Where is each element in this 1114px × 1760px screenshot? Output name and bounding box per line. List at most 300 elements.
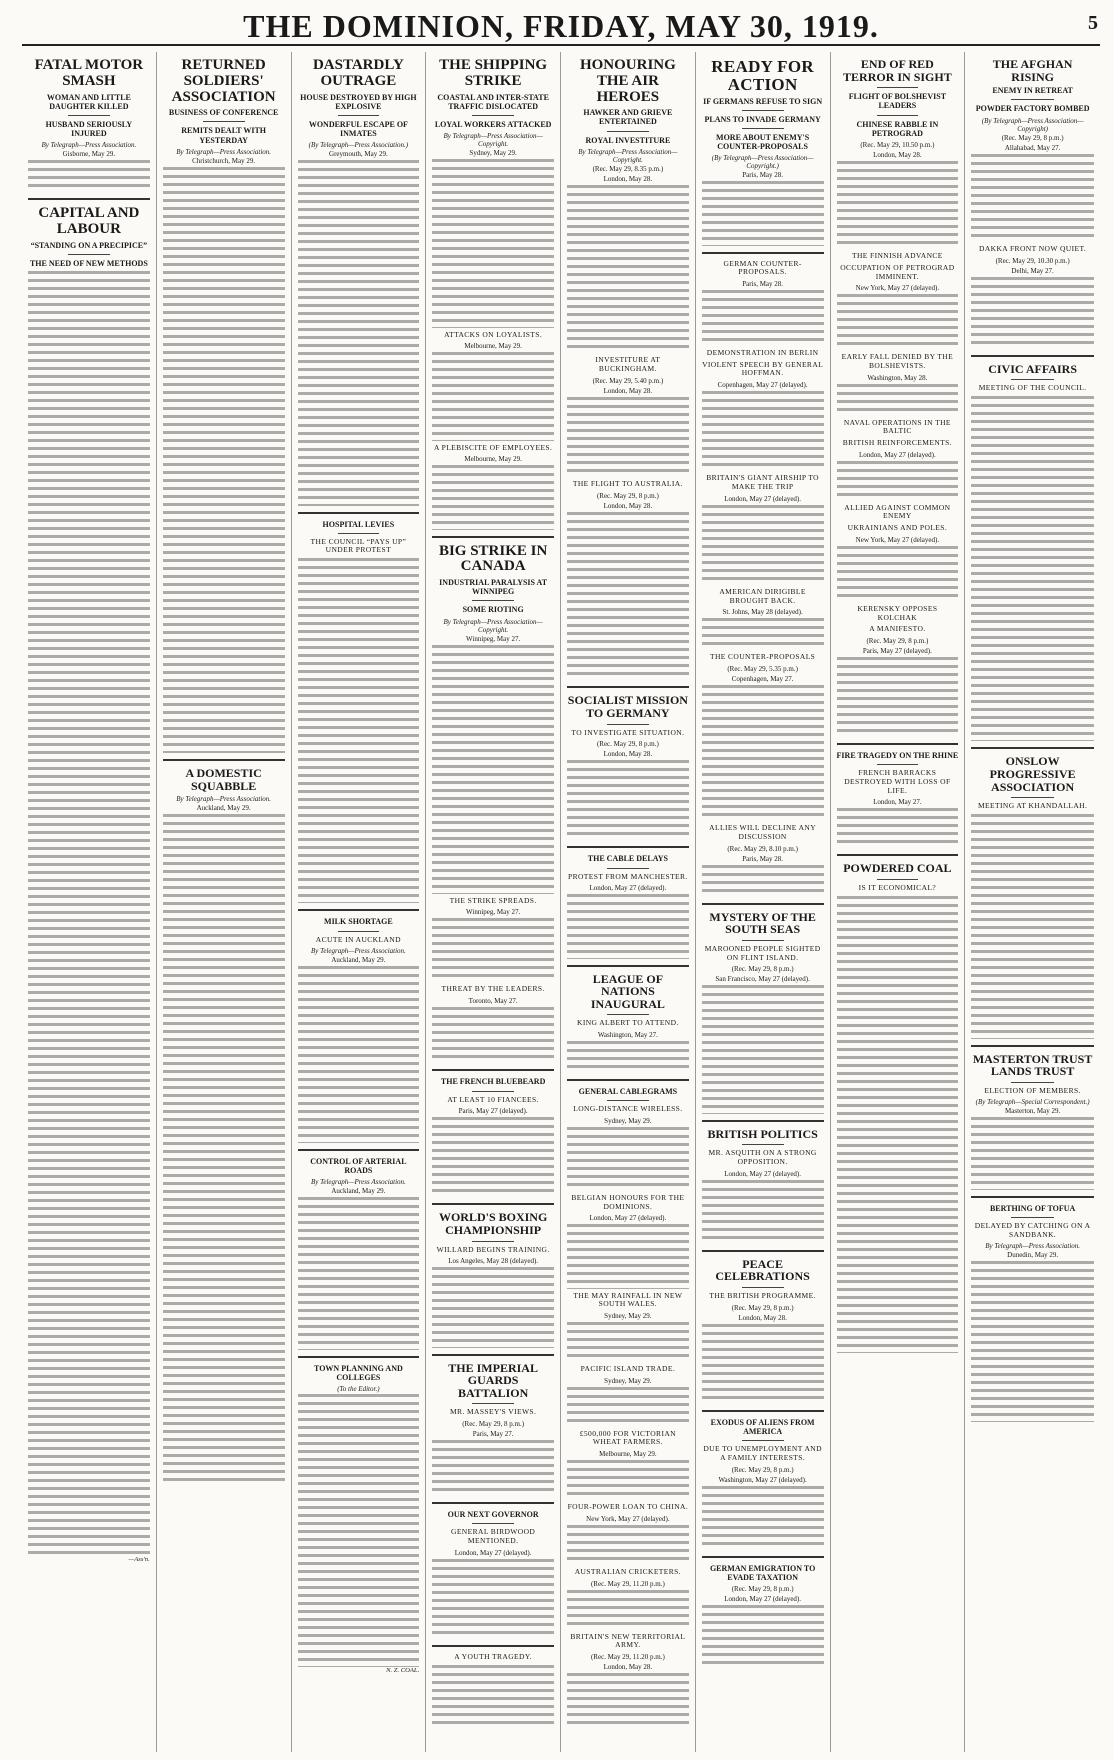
article-body (432, 1440, 554, 1496)
section-divider (298, 1149, 420, 1151)
headline: PEACE CELEBRATIONS (715, 1256, 810, 1284)
subheadline: FLIGHT OF BOLSHEVIST LEADERS (848, 92, 947, 111)
subheadline: ENEMY IN RETREAT (992, 86, 1073, 96)
subheadline: THE FRENCH BLUEBEARD (440, 1077, 546, 1087)
subheadline: HUSBAND SERIOUSLY INJURED (45, 119, 133, 139)
dateline: (Rec. May 29, 8 p.m.) (462, 1419, 525, 1428)
section-divider (702, 252, 824, 254)
article-body (298, 160, 420, 505)
article-body (702, 1324, 824, 1404)
dateline: Paris, May 27 (delayed). (458, 1107, 528, 1116)
section-heading: DAKKA FRONT NOW QUIET. (979, 243, 1087, 253)
dateline: Melbourne, May 29. (464, 455, 522, 464)
article-body (432, 1665, 554, 1729)
section-divider (432, 1645, 554, 1647)
divider (607, 1100, 649, 1101)
dateline: Gisborne, May 29. (62, 150, 116, 159)
byline: By Telegraph—Press Association—Copyright. (443, 132, 543, 149)
dateline: (Rec. May 29, 5.40 p.m.) (592, 376, 664, 385)
section-heading: FRENCH BARRACKS DESTROYED WITH LOSS OF LIFE. (844, 768, 951, 795)
dateline: (Rec. May 29, 8 p.m.) (1001, 133, 1064, 142)
dateline: Washington, May 27 (delayed). (718, 1475, 807, 1484)
divider (68, 254, 110, 255)
dateline: Toronto, May 27. (468, 997, 518, 1006)
dateline: (Rec. May 29, 8 p.m.) (596, 491, 659, 500)
headline: END OF RED TERROR IN SIGHT (843, 57, 952, 84)
section-heading: KERENSKY OPPOSES KOLCHAK (857, 603, 938, 622)
byline: By Telegraph—Press Association. (41, 141, 137, 150)
headline: READY FOR ACTION (711, 57, 814, 94)
byline: (To the Editor.) (337, 1385, 380, 1394)
divider (877, 879, 919, 880)
subheadline: PLANS TO INVADE GERMANY (704, 114, 821, 124)
dateline: New York, May 27 (delayed). (855, 284, 940, 293)
article-body (971, 277, 1094, 349)
subheadline: POWDER FACTORY BOMBED (975, 104, 1090, 114)
dateline: London, May 27 (delayed). (724, 1595, 802, 1604)
section-heading: DELAYED BY CATCHING ON A SANDBANK. (974, 1220, 1091, 1239)
article-body (432, 1007, 554, 1063)
dateline: Paris, May 28. (742, 171, 784, 180)
section-heading: GENERAL BIRDWOOD MENTIONED. (451, 1527, 536, 1545)
column-7 (831, 52, 966, 1752)
dateline: (Rec. May 29, 8.35 p.m.) (592, 164, 664, 173)
dateline: London, May 27 (delayed). (589, 884, 667, 893)
section-heading: EARLY FALL DENIED BY THE BOLSHEVISTS. (841, 352, 954, 370)
section-heading: PROTEST FROM MANCHESTER. (568, 871, 688, 881)
subheadline: TOWN PLANNING AND COLLEGES (314, 1363, 403, 1383)
subheadline: COASTAL AND INTER-STATE TRAFFIC DISLOCATED (437, 92, 549, 111)
section-divider (432, 1354, 554, 1356)
dateline: Auckland, May 29. (331, 956, 386, 965)
article-body (702, 1180, 824, 1244)
article-body (567, 1525, 689, 1565)
headline: RETURNED SOLDIERS' ASSOCIATION (171, 57, 276, 105)
dateline: Greymouth, May 29. (329, 150, 388, 159)
section-divider (163, 759, 285, 761)
dateline: London, May 27 (delayed). (858, 450, 936, 459)
subheadline: MILK SHORTAGE (324, 917, 393, 927)
article-body (971, 396, 1094, 741)
byline: By Telegraph—Press Association. (985, 1242, 1081, 1251)
dateline: (Rec. May 29, 8.10 p.m.) (727, 844, 798, 853)
byline: (By Telegraph—Press Association.) (308, 141, 409, 150)
section-divider (28, 198, 150, 200)
section-heading: UKRAINIANS AND POLES. (847, 523, 948, 533)
byline: By Telegraph—Press Association. (176, 147, 272, 156)
article-body (298, 966, 420, 1143)
dateline: London, May 28. (603, 1663, 653, 1671)
headline: CAPITAL AND LABOUR (38, 205, 140, 238)
section-heading: AUSTRALIAN CRICKETERS. (574, 1566, 682, 1576)
section-divider (298, 909, 420, 911)
section-heading: ALLIED AGAINST COMMON ENEMY (844, 502, 951, 521)
subheadline: LOYAL WORKERS ATTACKED (434, 119, 552, 129)
section-heading: IS IT ECONOMICAL? (858, 882, 937, 892)
article-body (432, 1117, 554, 1197)
section-heading: OCCUPATION OF PETROGRAD IMMINENT. (840, 262, 955, 281)
section-heading: FOUR-POWER LOAN TO CHINA. (567, 1502, 689, 1512)
byline: (By Telegraph—Press Association—Copyright) (981, 116, 1084, 133)
dateline: (Rec. May 29, 11.20 p.m.) (590, 1579, 665, 1588)
section-heading: BELGIAN HONOURS FOR THE DOMINIONS. (571, 1193, 685, 1211)
section-divider (432, 1069, 554, 1071)
divider (742, 1144, 784, 1145)
divider (742, 940, 784, 941)
dateline: Winnipeg, May 27. (466, 908, 521, 917)
newspaper-title: THE DOMINION, FRIDAY, MAY 30, 1919. (243, 8, 879, 44)
article-body (567, 1460, 689, 1500)
dateline: Los Angeles, May 28 (delayed). (448, 1257, 539, 1266)
dateline: Sydney, May 29. (469, 149, 517, 158)
article-body (567, 397, 689, 477)
byline: By Telegraph—Press Association—Copyright. (443, 617, 543, 634)
divider (203, 121, 245, 122)
section-heading: INVESTITURE AT BUCKINGHAM. (595, 355, 661, 374)
subheadline: HAWKER AND GRIEVE ENTERTAINED (583, 108, 673, 127)
headline: ONSLOW PROGRESSIVE ASSOCIATION (989, 754, 1076, 794)
column-2 (157, 52, 292, 1752)
dateline: London, May 28. (603, 501, 653, 510)
section-divider (702, 903, 824, 905)
divider (472, 115, 514, 116)
article-body (298, 558, 420, 903)
article-body (837, 161, 959, 249)
section-heading: MR. MASSEY'S VIEWS. (449, 1407, 537, 1417)
section-divider (298, 1356, 420, 1358)
dateline: Auckland, May 29. (331, 1187, 386, 1196)
divider (607, 868, 649, 869)
dateline: Sydney, May 29. (604, 1376, 652, 1385)
section-divider (971, 747, 1094, 749)
section-heading: AT LEAST 10 FIANCEES. (447, 1094, 539, 1104)
dateline: (Rec. May 29, 5.35 p.m.) (727, 664, 798, 673)
article-body (432, 1267, 554, 1347)
article-body (567, 1041, 689, 1073)
headline: BRITISH POLITICS (707, 1126, 818, 1141)
headline: LEAGUE OF NATIONS INAUGURAL (590, 971, 665, 1011)
section-divider (837, 743, 959, 745)
subheadline: HOSPITAL LEVIES (322, 519, 395, 529)
divider (1011, 379, 1054, 380)
subheadline: HOUSE DESTROYED BY HIGH EXPLOSIVE (300, 92, 417, 111)
dateline: Winnipeg, May 27. (466, 634, 521, 643)
dateline: London, May 27 (delayed). (724, 1169, 802, 1178)
article-body (432, 159, 554, 328)
byline: By Telegraph—Press Association. (176, 795, 272, 804)
article-body (567, 1127, 689, 1191)
headline: MYSTERY OF THE SOUTH SEAS (709, 909, 816, 937)
section-heading: TO INVESTIGATE SITUATION. (571, 727, 685, 737)
article-body (567, 1387, 689, 1427)
dateline: London, May 27 (delayed). (454, 1548, 532, 1557)
divider (742, 1287, 784, 1288)
section-divider (432, 1502, 554, 1504)
article-body (28, 160, 150, 192)
divider (742, 128, 784, 129)
dateline: (Rec. May 29, 8 p.m.) (731, 1303, 794, 1312)
subheadline: BERTHING OF TOFUA (989, 1203, 1076, 1213)
section-divider (702, 1120, 824, 1122)
section-heading: MEETING OF THE COUNCIL. (978, 383, 1087, 393)
article-body (567, 1590, 689, 1630)
article-body (837, 294, 959, 350)
dateline: Dunedin, May 29. (1007, 1251, 1059, 1260)
dateline: London, May 28. (738, 1313, 787, 1322)
dateline: (Rec. May 29, 8 p.m.) (731, 1465, 794, 1474)
article-body (567, 1322, 689, 1362)
section-heading: AMERICAN DIRIGIBLE BROUGHT BACK. (719, 586, 806, 605)
signature: —Ass'n. (128, 1556, 150, 1564)
section-divider (971, 355, 1094, 357)
article-body (837, 657, 959, 737)
column-3 (292, 52, 427, 1752)
byline: By Telegraph—Press Association—Copyright. (578, 147, 678, 164)
section-heading: MEETING AT KHANDALLAH. (977, 801, 1088, 811)
dateline: Sydney, May 29. (604, 1116, 652, 1125)
section-heading: ALLIES WILL DECLINE ANY DISCUSSION (709, 823, 817, 842)
article-body (163, 167, 285, 753)
dateline: Auckland, May 29. (196, 804, 251, 813)
headline: DASTARDLY OUTRAGE (312, 57, 404, 89)
article-body (298, 1197, 420, 1350)
article-body (28, 271, 150, 1556)
subheadline: CHINESE RABBLE IN PETROGRAD (856, 119, 939, 138)
section-heading: THE FLIGHT TO AUSTRALIA. (572, 479, 683, 489)
headline: THE IMPERIAL GUARDS BATTALION (448, 1360, 538, 1400)
article-body (971, 1261, 1094, 1422)
section-divider (702, 1250, 824, 1252)
article-body (702, 618, 824, 650)
section-divider (567, 965, 689, 967)
dateline: Washington, May 27. (597, 1030, 658, 1039)
article-body (702, 505, 824, 585)
article-body (567, 894, 689, 958)
headline: POWDERED COAL (843, 861, 952, 876)
news-columns (22, 52, 1100, 1752)
dateline: New York, May 27 (delayed). (586, 1514, 670, 1523)
divider (742, 1440, 784, 1441)
section-heading: LONG-DISTANCE WIRELESS. (573, 1104, 683, 1114)
dateline: (Rec. May 29, 8 p.m.) (596, 740, 659, 749)
article-body (837, 546, 959, 602)
subheadline: IF GERMANS REFUSE TO SIGN (703, 96, 823, 106)
divider (607, 724, 649, 725)
divider (1011, 1217, 1054, 1218)
dateline: Masterton, May 29. (1005, 1107, 1061, 1116)
section-divider (567, 1079, 689, 1081)
subheadline: WONDERFUL ESCAPE OF INMATES (308, 119, 408, 139)
headline: THE AFGHAN RISING (992, 57, 1073, 84)
column-1 (22, 52, 157, 1752)
divider (1011, 797, 1054, 798)
headline: WORLD'S BOXING CHAMPIONSHIP (438, 1210, 548, 1238)
dateline: Washington, May 28. (867, 373, 928, 382)
dateline: Sydney, May 29. (604, 1311, 652, 1320)
subheadline: SOME RIOTING (462, 605, 524, 615)
section-heading: MAROONED PEOPLE SIGHTED ON FLINT ISLAND. (704, 944, 821, 962)
divider (607, 131, 649, 132)
section-heading: BRITAIN'S GIANT AIRSHIP TO MAKE THE TRIP (706, 473, 819, 491)
page-number: 5 (1088, 12, 1098, 34)
section-divider (298, 512, 420, 514)
section-divider (567, 846, 689, 848)
article-body (702, 685, 824, 822)
section-heading: THE MAY RAINFALL IN NEW SOUTH WALES. (573, 1290, 683, 1309)
dateline: Copenhagen, May 27 (delayed). (717, 381, 808, 390)
headline: FATAL MOTOR SMASH (34, 57, 144, 89)
divider (877, 764, 919, 765)
dateline: Paris, May 28. (742, 279, 784, 288)
section-divider (702, 1410, 824, 1412)
signature: N. Z. COAL. (386, 1667, 420, 1675)
article-body (702, 181, 824, 245)
section-heading: THE COUNCIL “PAYS UP” UNDER PROTEST (310, 536, 407, 555)
headline: MASTERTON TRUST LANDS TRUST (972, 1051, 1093, 1079)
section-heading: ELECTION OF MEMBERS. (984, 1085, 1081, 1095)
section-heading: MR. ASQUITH ON A STRONG OPPOSITION. (708, 1148, 817, 1166)
section-heading: ATTACKS ON LOYALISTS. (444, 329, 543, 339)
dateline: Christchurch, May 29. (192, 156, 256, 165)
article-body (702, 290, 824, 346)
article-body (567, 185, 689, 354)
dateline: (Rec. May 29, 10.50 p.m.) (860, 140, 935, 149)
article-body (163, 814, 285, 1481)
section-divider (971, 1045, 1094, 1047)
subheadline: CONTROL OF ARTERIAL ROADS (310, 1156, 407, 1176)
article-body (702, 985, 824, 1114)
byline: (By Telegraph—Special Correspondent.) (975, 1098, 1090, 1107)
section-divider (971, 1196, 1094, 1198)
dateline: (Rec. May 29, 8 p.m.) (866, 636, 929, 645)
byline: By Telegraph—Press Association. (310, 947, 406, 956)
divider (472, 1403, 514, 1404)
section-divider (432, 1203, 554, 1205)
section-heading: PACIFIC ISLAND TRADE. (580, 1364, 676, 1373)
subheadline: WOMAN AND LITTLE DAUGHTER KILLED (46, 92, 131, 111)
section-heading: THE STRIKE SPREADS. (449, 895, 537, 905)
dateline: London, May 27 (delayed). (589, 1214, 667, 1223)
divider (472, 1091, 514, 1092)
section-heading: DUE TO UNEMPLOYMENT AND A FAMILY INTERESTS. (703, 1444, 822, 1462)
dateline: London, May 27. (873, 798, 922, 807)
dateline: Melbourne, May 29. (599, 1450, 657, 1459)
dateline: London, May 27 (delayed). (724, 494, 802, 503)
subheadline: OUR NEXT GOVERNOR (447, 1510, 539, 1520)
section-heading: THE BRITISH PROGRAMME. (709, 1291, 816, 1301)
dateline: Paris, May 28. (742, 854, 784, 863)
masthead (22, 6, 1100, 46)
section-divider (702, 1556, 824, 1558)
dateline: San Francisco, May 27 (delayed). (715, 975, 810, 984)
divider (1011, 99, 1054, 100)
section-heading: THE FINNISH ADVANCE (851, 251, 943, 261)
section-heading: £500,000 FOR VICTORIAN WHEAT FARMERS. (579, 1428, 676, 1447)
column-5 (561, 52, 696, 1752)
article-body (702, 865, 824, 897)
dateline: (Rec. May 29, 8 p.m.) (731, 1585, 794, 1594)
article-body (432, 1559, 554, 1639)
section-heading: ACUTE IN AUCKLAND (315, 934, 401, 944)
byline: (By Telegraph—Press Association—Copyright.) (711, 154, 814, 171)
subheadline: FIRE TRAGEDY ON THE RHINE (836, 751, 959, 761)
dateline: London, May 28. (603, 174, 653, 183)
divider (472, 1241, 514, 1242)
article-body (971, 814, 1094, 1039)
divider (607, 1014, 649, 1015)
section-heading: NAVAL OPERATIONS IN THE BALTIC (843, 417, 951, 436)
dateline: London, May 28. (873, 150, 922, 159)
article-body (567, 760, 689, 840)
section-heading: DEMONSTRATION IN BERLIN (706, 348, 819, 358)
dateline: St. Johns, May 28 (delayed). (722, 608, 803, 617)
divider (1011, 1082, 1054, 1083)
article-body (971, 1117, 1094, 1189)
divider (338, 931, 380, 932)
dateline: Copenhagen, May 27. (731, 674, 794, 683)
article-body (702, 391, 824, 471)
dateline: London, May 28. (603, 386, 653, 395)
headline: THE SHIPPING STRIKE (439, 57, 548, 89)
column-8 (965, 52, 1100, 1752)
article-body (567, 512, 689, 681)
dateline: (Rec. May 29, 8 p.m.) (731, 965, 794, 974)
divider (68, 115, 110, 116)
headline: A DOMESTIC SQUABBLE (185, 766, 262, 793)
article-body (432, 645, 554, 894)
article-body (432, 465, 554, 529)
dateline: Paris, May 27. (472, 1429, 514, 1438)
headline: CIVIC AFFAIRS (988, 361, 1078, 376)
dateline: (Rec. May 29, 10.30 p.m.) (995, 256, 1070, 265)
divider (742, 110, 784, 111)
section-heading: THE COUNTER-PROPOSALS (709, 652, 816, 662)
subheadline: “STANDING ON A PRECIPICE” (30, 240, 148, 250)
article-body (837, 896, 959, 1354)
subheadline: GERMAN EMIGRATION TO EVADE TAXATION (709, 1563, 816, 1583)
section-divider (837, 854, 959, 856)
section-heading: BRITAIN'S NEW TERRITORIAL ARMY. (570, 1631, 686, 1650)
subheadline: BUSINESS OF CONFERENCE (168, 108, 279, 118)
dateline: Allahabad, May 27. (1004, 143, 1061, 152)
article-body (432, 352, 554, 440)
subheadline: THE CABLE DELAYS (587, 854, 668, 864)
article-body (567, 1224, 689, 1288)
dateline: London, May 28. (603, 750, 653, 759)
section-heading: A PLEBISCITE OF EMPLOYEES. (433, 442, 553, 452)
section-heading: BRITISH REINFORCEMENTS. (842, 438, 952, 447)
section-heading: GERMAN COUNTER-PROPOSALS. (723, 258, 802, 277)
section-heading: THREAT BY THE LEADERS. (441, 984, 545, 994)
article-body (971, 154, 1094, 242)
divider (338, 115, 380, 116)
divider (338, 533, 380, 534)
section-heading: VIOLENT SPEECH BY GENERAL HOFFMAN. (702, 359, 824, 378)
section-heading: A YOUTH TRAGEDY. (454, 1651, 532, 1661)
section-heading: WILLARD BEGINS TRAINING. (436, 1244, 550, 1254)
subheadline: ROYAL INVESTITURE (585, 135, 671, 145)
headline: SOCIALIST MISSION TO GERMANY (567, 693, 688, 720)
divider (877, 115, 919, 116)
divider (472, 600, 514, 601)
headline: BIG STRIKE IN CANADA (438, 542, 548, 575)
column-6 (696, 52, 831, 1752)
section-divider (567, 686, 689, 688)
subheadline: REMITS DEALT WITH YESTERDAY (181, 126, 267, 145)
divider (472, 1523, 514, 1524)
dateline: Delhi, May 27. (1011, 266, 1054, 275)
dateline: New York, May 27 (delayed). (855, 535, 940, 544)
